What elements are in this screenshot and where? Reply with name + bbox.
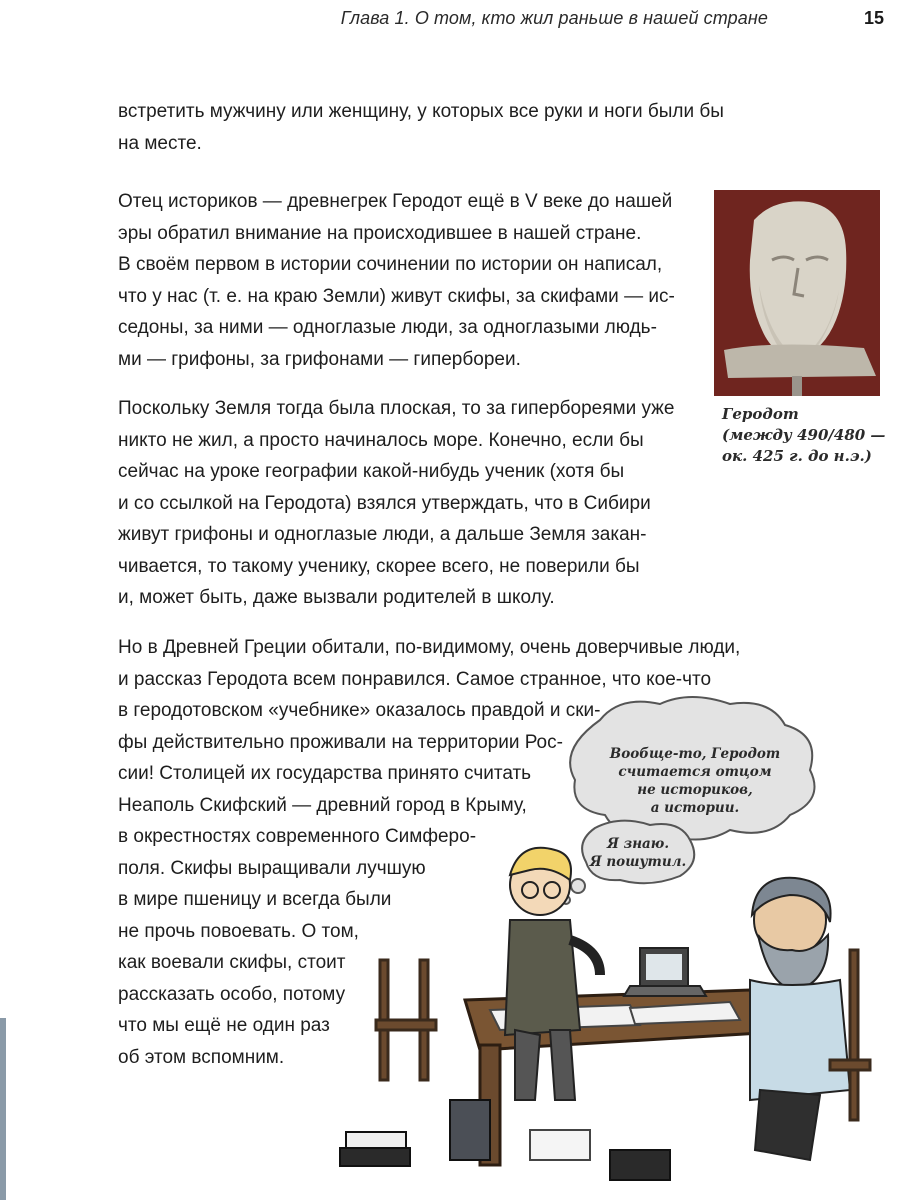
bubble-line: не историков, <box>637 782 753 798</box>
text-line: никто не жил, а просто начиналось море. Конечно, если бы <box>118 429 644 451</box>
bubble-line: Вообще-то, Геродот <box>609 746 781 762</box>
big-speech-bubble <box>570 697 814 840</box>
text-line: на месте. <box>118 132 202 154</box>
cartoon-illustration <box>330 690 900 1200</box>
text-line: встретить мужчину или женщину, у которых все руки и ноги были бы <box>118 101 724 122</box>
text-line: и, может быть, даже вызвали родителей в школу. <box>118 587 555 608</box>
text-line: сейчас на уроке географии какой-нибудь ученик (хотя бы <box>118 461 625 482</box>
small-speech-bubble <box>562 821 694 904</box>
text-line: в окрестностях современного Симферо- <box>118 826 477 847</box>
text-line: сии! Столицей их государства принято считать <box>118 763 532 784</box>
text-line: поля. Скифы выращивали лучшую <box>118 857 426 879</box>
text-line: как воевали скифы, стоит <box>118 952 346 973</box>
text-line: об этом вспомним. <box>118 1046 285 1068</box>
page-header <box>0 4 900 30</box>
paragraph-0 <box>118 96 724 159</box>
portrait-caption <box>722 404 892 467</box>
bubble-line: считается отцом <box>618 764 772 780</box>
caption-line: ок. 425 г. до н.э.) <box>722 447 872 465</box>
page-number: 15 <box>863 8 884 28</box>
bubble-line: Я знаю. <box>606 836 670 852</box>
text-line: и со ссылкой на Геродота) взялся утверждать, что в Сибири <box>118 492 651 514</box>
herodotus-bust-photo <box>714 190 880 396</box>
text-line: ми — грифоны, за грифонами — гипербореи. <box>118 348 521 370</box>
chapter-title: Глава 1. О том, кто жил раньше в нашей стране <box>340 8 768 28</box>
herodotus-character <box>750 878 850 1160</box>
text-line: Поскольку Земля тогда была плоская, то за гипербореями уже <box>118 398 675 419</box>
side-accent-bar <box>0 1018 6 1200</box>
text-line: фы действительно проживали на территории Рос- <box>118 731 563 753</box>
text-line: чивается, то такому ученику, скорее всего, не поверили бы <box>118 555 640 577</box>
bubble-line: а истории. <box>650 800 740 816</box>
text-line: в геродотовском «учебнике» оказалось правдой и ски- <box>118 700 601 721</box>
floor-books <box>340 1100 670 1180</box>
text-line: что у нас (т. е. на краю Земли) живут скифы, за скифами — ис- <box>118 285 675 307</box>
text-line: седоны, за ними — одноглазые люди, за одноглазыми людь- <box>118 317 657 338</box>
text-line: и рассказ Геродота всем понравился. Самое странное, что кое-что <box>118 668 712 690</box>
text-line: Неаполь Скифский — древний город в Крыму, <box>118 794 527 816</box>
text-line: в мире пшеницу и всегда были <box>118 889 392 910</box>
text-line: не прочь повоевать. О том, <box>118 920 359 942</box>
bubble-line: Я пошутил. <box>589 854 687 870</box>
text-line: что мы ещё не один раз <box>118 1015 330 1036</box>
text-line: эры обратил внимание на происходившее в нашей стране. <box>118 222 642 244</box>
paragraph-2 <box>118 393 674 614</box>
text-line: рассказать особо, потому <box>118 983 346 1005</box>
paragraph-1 <box>118 186 675 375</box>
text-line: живут грифоны и одноглазые люди, а дальше Земля закан- <box>118 524 647 545</box>
caption-line: Геродот <box>722 405 799 423</box>
chair-left <box>376 960 436 1080</box>
text-line: В своём первом в истории сочинении по истории он написал, <box>118 254 663 275</box>
caption-line: (между 490/480 — <box>722 426 886 444</box>
laptop <box>624 948 706 996</box>
text-line: Но в Древней Греции обитали, по-видимому, очень доверчивые люди, <box>118 637 741 658</box>
text-line: Отец историков — древнегрек Геродот ещё в V веке до нашей <box>118 191 673 212</box>
